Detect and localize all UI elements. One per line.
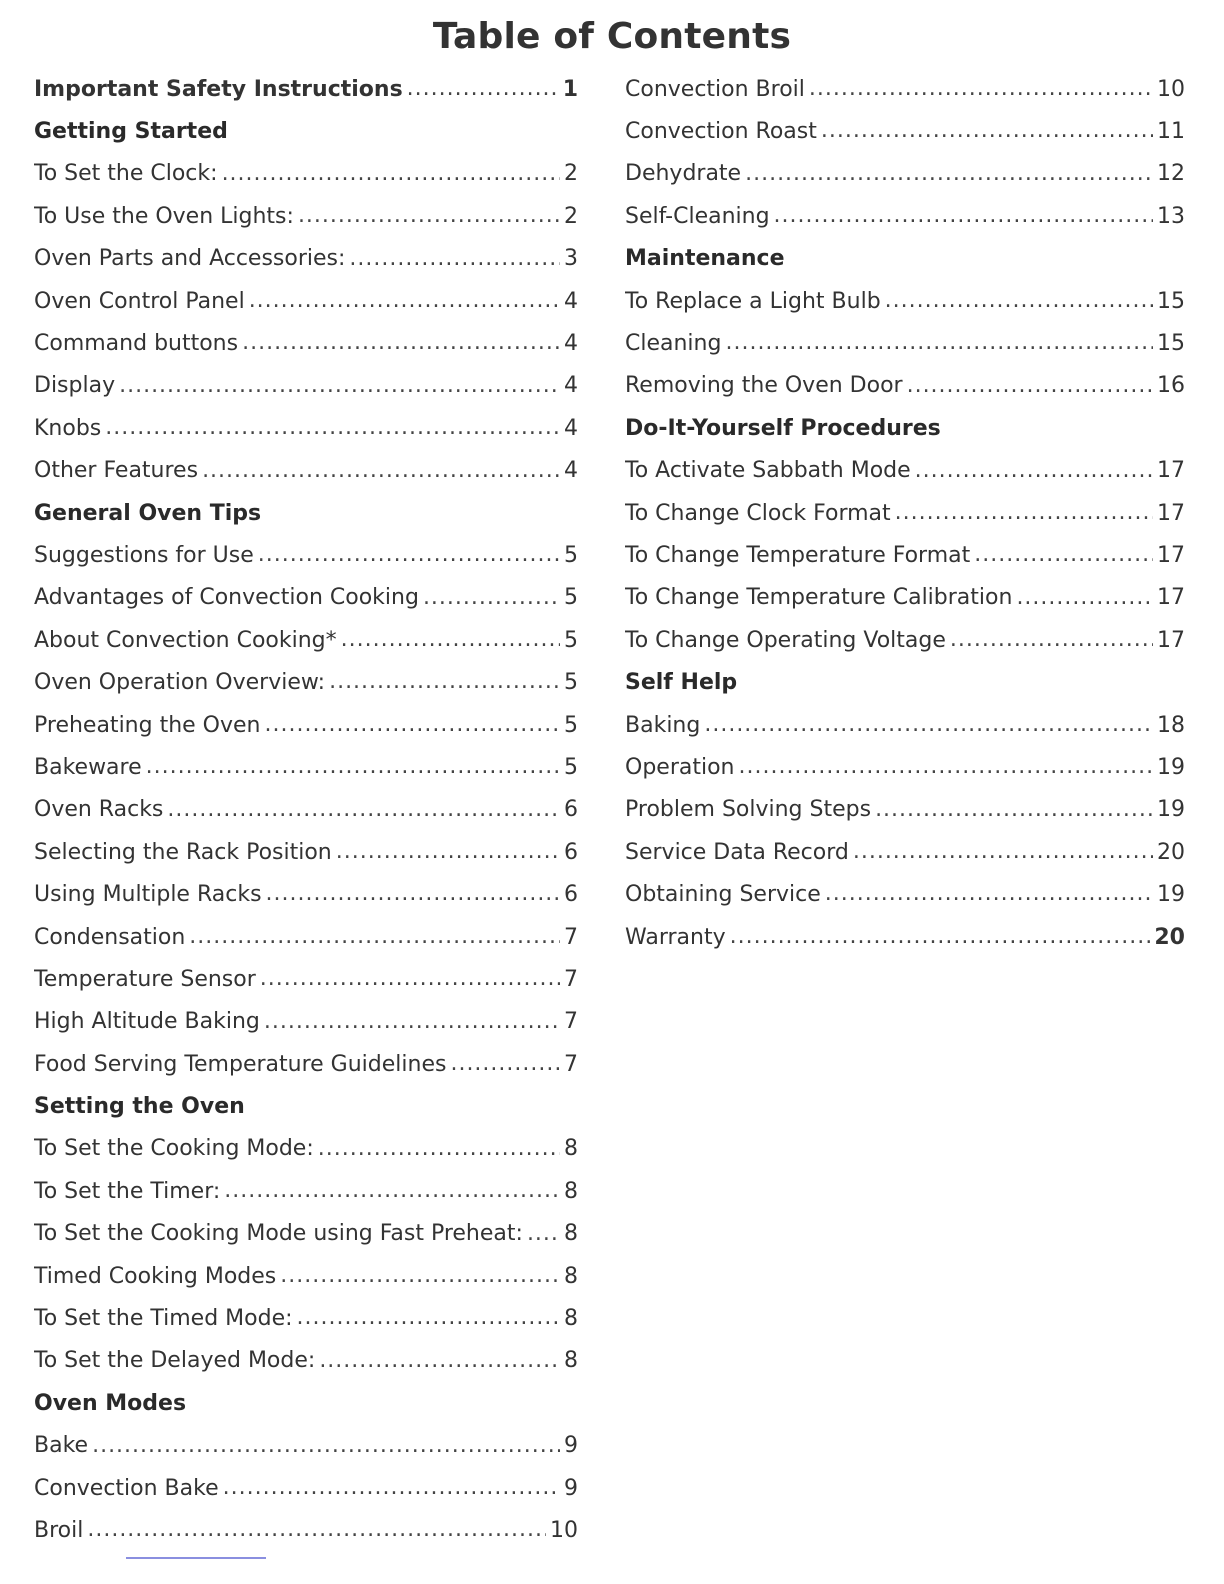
dot-leader	[738, 754, 1153, 780]
dot-leader	[260, 966, 560, 992]
toc-entry-page-number: 2	[564, 161, 578, 187]
toc-entry-label: Dehydrate	[625, 161, 742, 187]
toc-entry-page-number: 8	[564, 1136, 578, 1162]
toc-entry-page-number: 9	[564, 1433, 578, 1459]
dot-leader	[821, 118, 1153, 144]
dot-leader	[223, 1475, 560, 1501]
toc-entry-obtaining-service[interactable]	[625, 873, 1185, 915]
toc-entry-bake[interactable]	[34, 1425, 578, 1467]
toc-entry-temperature-sensor[interactable]	[34, 958, 578, 1000]
toc-entry-using-multiple-racks[interactable]	[34, 873, 578, 915]
dot-leader	[329, 669, 560, 695]
dot-leader	[853, 839, 1153, 865]
toc-entry-page-number: 8	[564, 1178, 578, 1204]
toc-entry-label: Condensation	[34, 924, 186, 950]
section-heading-do-it-yourself-procedures	[625, 407, 1185, 449]
toc-entry-to-replace-a-light-bulb[interactable]	[625, 280, 1185, 322]
dot-leader	[825, 881, 1153, 907]
toc-entry-high-altitude-baking[interactable]	[34, 1001, 578, 1043]
toc-entry-label: Selecting the Rack Position	[34, 839, 332, 865]
toc-entry-page-number: 5	[564, 712, 578, 738]
toc-entry-to-change-temperature-calibration[interactable]	[625, 577, 1185, 619]
toc-entry-page-number: 20	[1154, 924, 1185, 950]
toc-entry-label: Baking	[625, 712, 701, 738]
dot-leader	[1016, 585, 1153, 611]
toc-entry-label: Obtaining Service	[625, 882, 821, 908]
section-heading-label: General Oven Tips	[34, 500, 262, 526]
dot-leader	[907, 373, 1153, 399]
toc-entry-oven-operation-overview[interactable]	[34, 661, 578, 703]
toc-entry-page-number: 19	[1157, 754, 1185, 780]
dot-leader	[450, 1051, 560, 1077]
section-heading-maintenance	[625, 238, 1185, 280]
toc-entry-convection-roast[interactable]	[625, 110, 1185, 152]
toc-entry-problem-solving-steps[interactable]	[625, 789, 1185, 831]
toc-entry-label: Preheating the Oven	[34, 712, 261, 738]
toc-left-column	[34, 68, 578, 1552]
dot-leader	[875, 797, 1153, 823]
toc-entry-label: Operation	[625, 754, 735, 780]
toc-entry-label: Bake	[34, 1433, 89, 1459]
dot-leader	[745, 161, 1153, 187]
dot-leader	[249, 288, 560, 314]
toc-entry-label: To Set the Cooking Mode:	[34, 1136, 314, 1162]
toc-entry-label: To Set the Timed Mode:	[34, 1306, 293, 1332]
dot-leader	[202, 458, 560, 484]
toc-entry-page-number: 6	[564, 882, 578, 908]
toc-entry-page-number: 8	[564, 1306, 578, 1332]
toc-entry-to-set-the-timer[interactable]	[34, 1170, 578, 1212]
toc-entry-label: To Set the Clock:	[34, 161, 218, 187]
toc-entry-page-number: 9	[564, 1475, 578, 1501]
toc-entry-page-number: 17	[1157, 458, 1185, 484]
dot-leader	[885, 288, 1153, 314]
section-heading-setting-the-oven	[34, 1085, 578, 1127]
toc-entry-cleaning[interactable]	[625, 322, 1185, 364]
section-heading-general-oven-tips	[34, 492, 578, 534]
dot-leader	[319, 1348, 560, 1374]
toc-entry-page-number: 2	[564, 203, 578, 229]
toc-entry-suggestions-for-use[interactable]	[34, 534, 578, 576]
toc-entry-label: Display	[34, 373, 116, 399]
toc-entry-page-number: 5	[564, 585, 578, 611]
toc-entry-to-change-temperature-format[interactable]	[625, 534, 1185, 576]
dot-leader	[527, 1221, 560, 1247]
toc-entry-about-convection-cooking[interactable]	[34, 619, 578, 661]
dot-leader	[725, 330, 1153, 356]
toc-entry-label: Command buttons	[34, 331, 239, 357]
dot-leader	[119, 373, 560, 399]
toc-right-column	[625, 68, 1185, 958]
toc-entry-label: Using Multiple Racks	[34, 882, 262, 908]
toc-entry-label: Advantages of Convection Cooking	[34, 585, 419, 611]
section-heading-label: Do-It-Yourself Procedures	[625, 415, 941, 441]
toc-entry-page-number: 17	[1157, 585, 1185, 611]
section-heading-getting-started	[34, 110, 578, 152]
toc-entry-oven-racks[interactable]	[34, 789, 578, 831]
dot-leader	[189, 924, 560, 950]
dot-leader	[224, 1178, 560, 1204]
toc-entry-page-number: 3	[564, 246, 578, 272]
dot-leader	[423, 585, 560, 611]
section-heading-label: Self Help	[625, 670, 738, 696]
dot-leader	[950, 627, 1153, 653]
dot-leader	[266, 881, 560, 907]
toc-entry-page-number: 8	[564, 1221, 578, 1247]
toc-entry-label: Knobs	[34, 415, 102, 441]
toc-entry-page-number: 5	[564, 542, 578, 568]
toc-entry-label: Removing the Oven Door	[625, 373, 903, 399]
toc-entry-label: Cleaning	[625, 331, 722, 357]
toc-entry-baking[interactable]	[625, 704, 1185, 746]
toc-entry-knobs[interactable]	[34, 407, 578, 449]
toc-entry-label: To Change Temperature Format	[625, 542, 971, 568]
toc-entry-page-number: 4	[564, 373, 578, 399]
dot-leader	[105, 415, 560, 441]
toc-entry-page-number: 7	[564, 966, 578, 992]
toc-entry-display[interactable]	[34, 365, 578, 407]
toc-entry-page-number: 18	[1157, 712, 1185, 738]
toc-entry-page-number: 10	[550, 1517, 578, 1543]
dot-leader	[297, 1305, 560, 1331]
toc-entry-service-data-record[interactable]	[625, 831, 1185, 873]
toc-entry-page-number: 6	[564, 839, 578, 865]
toc-entry-label: Other Features	[34, 458, 199, 484]
toc-entry-condensation[interactable]	[34, 916, 578, 958]
toc-entry-removing-the-oven-door[interactable]	[625, 365, 1185, 407]
toc-entry-page-number: 17	[1157, 627, 1185, 653]
toc-entry-page-number: 15	[1157, 288, 1185, 314]
toc-entry-convection-bake[interactable]	[34, 1467, 578, 1509]
dot-leader	[895, 500, 1153, 526]
toc-entry-label: Warranty	[625, 924, 726, 950]
toc-entry-label: To Replace a Light Bulb	[625, 288, 881, 314]
toc-entry-label: About Convection Cooking*	[34, 627, 337, 653]
toc-entry-label: Self-Cleaning	[625, 203, 770, 229]
toc-entry-page-number: 7	[564, 1051, 578, 1077]
toc-entry-page-number: 7	[564, 924, 578, 950]
toc-entry-page-number: 5	[564, 670, 578, 696]
section-heading-label: Maintenance	[625, 246, 785, 272]
section-heading-oven-modes	[34, 1382, 578, 1424]
toc-entry-page-number: 13	[1157, 203, 1185, 229]
toc-entry-label: Oven Parts and Accessories:	[34, 246, 346, 272]
toc-entry-page-number: 7	[564, 1009, 578, 1035]
toc-entry-oven-parts-and-accessories[interactable]	[34, 238, 578, 280]
toc-entry-label: High Altitude Baking	[34, 1009, 260, 1035]
dot-leader	[915, 458, 1153, 484]
toc-entry-other-features[interactable]	[34, 450, 578, 492]
toc-entry-page-number: 4	[564, 415, 578, 441]
toc-entry-page-number: 4	[564, 288, 578, 314]
dot-leader	[774, 203, 1153, 229]
dot-leader	[341, 627, 560, 653]
page-title: Table of Contents	[432, 16, 792, 57]
toc-entry-to-set-the-cooking-mode[interactable]	[34, 1128, 578, 1170]
dot-leader	[349, 246, 560, 272]
toc-entry-page-number: 6	[564, 797, 578, 823]
toc-entry-label: Oven Control Panel	[34, 288, 245, 314]
dot-leader	[280, 1263, 560, 1289]
toc-entry-self-cleaning[interactable]	[625, 195, 1185, 237]
toc-entry-label: To Activate Sabbath Mode	[625, 458, 911, 484]
toc-entry-important-safety-instructions[interactable]	[34, 68, 578, 110]
toc-entry-label: To Change Clock Format	[625, 500, 891, 526]
toc-entry-label: Problem Solving Steps	[625, 797, 872, 823]
toc-entry-preheating-the-oven[interactable]	[34, 704, 578, 746]
dot-leader	[318, 1136, 560, 1162]
toc-entry-label: Important Safety Instructions	[34, 76, 403, 102]
dot-leader	[92, 1433, 560, 1459]
toc-entry-page-number: 4	[564, 458, 578, 484]
dot-leader	[809, 76, 1153, 102]
section-heading-label: Getting Started	[34, 119, 228, 145]
toc-entry-broil[interactable]	[34, 1509, 578, 1551]
toc-entry-label: Timed Cooking Modes	[34, 1263, 277, 1289]
toc-entry-timed-cooking-modes[interactable]	[34, 1255, 578, 1297]
dot-leader	[704, 712, 1153, 738]
section-heading-self-help	[625, 661, 1185, 703]
toc-entry-label: Convection Broil	[625, 76, 805, 102]
dot-leader	[167, 797, 560, 823]
dot-leader	[730, 924, 1151, 950]
toc-entry-page-number: 1	[562, 76, 578, 102]
dot-leader	[407, 76, 559, 102]
toc-entry-label: Convection Bake	[34, 1475, 219, 1501]
toc-entry-to-set-the-timed-mode[interactable]	[34, 1297, 578, 1339]
toc-entry-label: Oven Racks	[34, 797, 164, 823]
toc-entry-command-buttons[interactable]	[34, 322, 578, 364]
toc-entry-page-number: 20	[1157, 839, 1185, 865]
toc-entry-to-use-the-oven-lights[interactable]	[34, 195, 578, 237]
toc-entry-bakeware[interactable]	[34, 746, 578, 788]
divider	[126, 1557, 266, 1559]
toc-entry-page-number: 11	[1157, 119, 1185, 145]
toc-entry-label: Temperature Sensor	[34, 966, 256, 992]
toc-entry-dehydrate[interactable]	[625, 153, 1185, 195]
toc-entry-advantages-of-convection-cooking[interactable]	[34, 577, 578, 619]
toc-entry-oven-control-panel[interactable]	[34, 280, 578, 322]
section-heading-label: Setting the Oven	[34, 1094, 245, 1120]
toc-entry-convection-broil[interactable]	[625, 68, 1185, 110]
toc-entry-label: Convection Roast	[625, 119, 817, 145]
dot-leader	[298, 203, 560, 229]
toc-entry-page-number: 19	[1157, 882, 1185, 908]
dot-leader	[258, 542, 560, 568]
toc-entry-page-number: 5	[564, 627, 578, 653]
toc-entry-label: To Change Operating Voltage	[625, 627, 946, 653]
toc-entry-label: Suggestions for Use	[34, 542, 254, 568]
dot-leader	[974, 542, 1153, 568]
toc-entry-to-set-the-cooking-mode-using-fast-preheat[interactable]	[34, 1213, 578, 1255]
toc-entry-operation[interactable]	[625, 746, 1185, 788]
section-heading-label: Oven Modes	[34, 1390, 187, 1416]
toc-entry-to-change-operating-voltage[interactable]	[625, 619, 1185, 661]
dot-leader	[146, 754, 560, 780]
toc-entry-page-number: 8	[564, 1263, 578, 1289]
toc-entry-label: To Use the Oven Lights:	[34, 203, 294, 229]
dot-leader	[336, 839, 560, 865]
toc-entry-page-number: 4	[564, 331, 578, 357]
toc-entry-warranty[interactable]	[625, 916, 1185, 958]
toc-entry-page-number: 12	[1157, 161, 1185, 187]
toc-entry-to-set-the-clock[interactable]	[34, 153, 578, 195]
toc-entry-to-set-the-delayed-mode[interactable]	[34, 1340, 578, 1382]
toc-entry-label: To Set the Delayed Mode:	[34, 1348, 316, 1374]
dot-leader	[264, 1009, 560, 1035]
toc-entry-label: To Change Temperature Calibration	[625, 585, 1013, 611]
toc-entry-label: Bakeware	[34, 754, 142, 780]
toc-entry-page-number: 17	[1157, 542, 1185, 568]
toc-entry-label: Service Data Record	[625, 839, 849, 865]
toc-entry-label: Food Serving Temperature Guidelines	[34, 1051, 447, 1077]
dot-leader	[222, 161, 560, 187]
toc-entry-page-number: 16	[1157, 373, 1185, 399]
toc-entry-to-activate-sabbath-mode[interactable]	[625, 450, 1185, 492]
toc-entry-page-number: 8	[564, 1348, 578, 1374]
toc-entry-label: Oven Operation Overview:	[34, 670, 326, 696]
dot-leader	[87, 1517, 546, 1543]
dot-leader	[265, 712, 561, 738]
toc-entry-page-number: 15	[1157, 331, 1185, 357]
toc-entry-to-change-clock-format[interactable]	[625, 492, 1185, 534]
toc-entry-label: Broil	[34, 1517, 84, 1543]
toc-entry-page-number: 5	[564, 754, 578, 780]
toc-entry-page-number: 19	[1157, 797, 1185, 823]
toc-entry-food-serving-temperature-guidelines[interactable]	[34, 1043, 578, 1085]
toc-entry-page-number: 17	[1157, 500, 1185, 526]
toc-entry-label: To Set the Cooking Mode using Fast Preheat:	[34, 1221, 523, 1247]
toc-entry-selecting-the-rack-position[interactable]	[34, 831, 578, 873]
dot-leader	[242, 330, 560, 356]
toc-entry-page-number: 10	[1157, 76, 1185, 102]
toc-entry-label: To Set the Timer:	[34, 1178, 221, 1204]
